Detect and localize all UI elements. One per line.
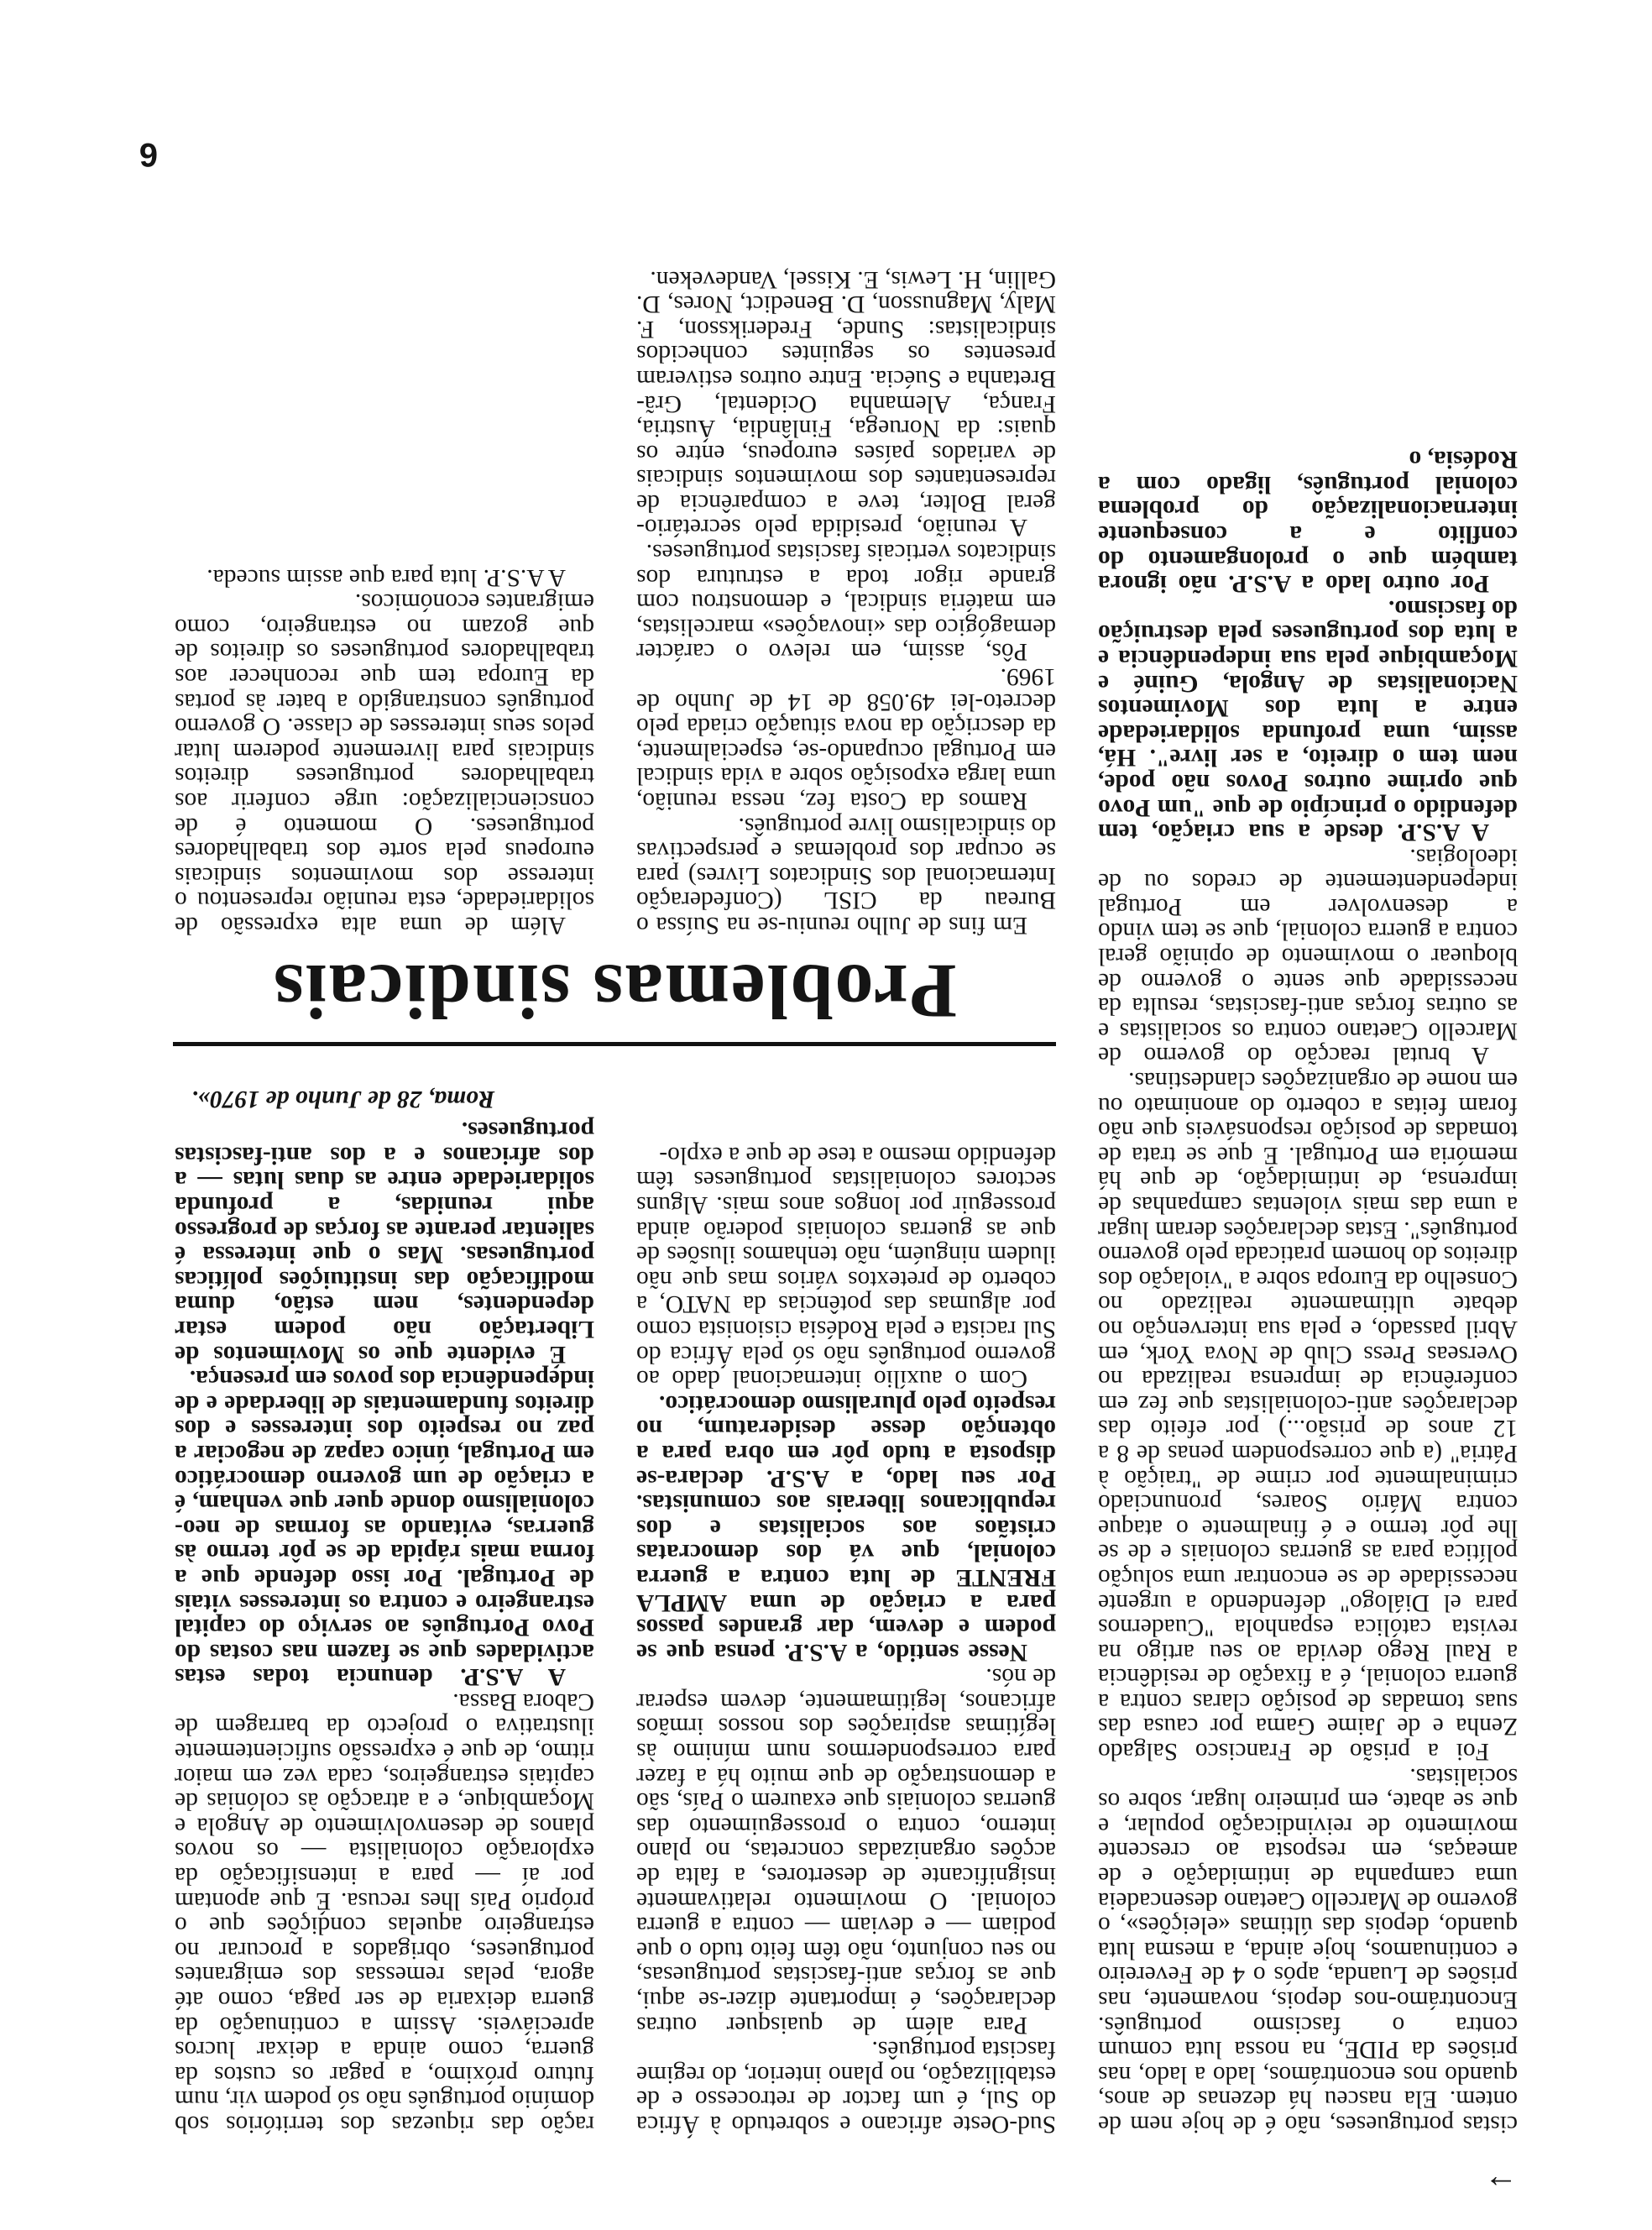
article-title: Problemas sindicais bbox=[272, 949, 957, 1034]
paragraph: Foi a prisão de Francisco Salgado Zenha e de Jaime Gama por causa das suas tomadas de posição claras contra a guerra colonial, é a fixação de residência a Raul Rego devida ao seu artigo na revista católica espanhola "Cuadernos para el Diálogo" defendendo a urgente necessidade de se encontrar uma solução política para as guerras coloniais e de se lhe pôr termo e é finalmente o ataque contra Mário Soares, pronunciado criminalmente por crime de "traição à Pátria" (a que correspondem penas de 8 a 12 anos de prisão...) por efeito das declarações anti-colonialistas que fez em conferência de imprensa realizada no Overseas Press Club de Nova York, em Abril passado, e pela sua intervenção no debate ultimamente realizado no Conselho da Europa sobre a "violação dos direitos do homem praticada pelo governo português". Estas declarações deram lugar a uma das mais violentas campanhas de imprensa, de intimidação, de que há memória em Portugal. E que se trata de tomadas de posição responsáveis que não foram feitas a coberto do anonimato ou em nome de organizações clandestinas. bbox=[1098, 1067, 1518, 1766]
article-column-right bbox=[175, 148, 594, 937]
paragraph: Por outro lado a A.S.P. não ignora também que o prolongamento do conflito e a consequente internacionalização do problema colonial português, ligado com a Rodésia, o bbox=[1098, 446, 1518, 598]
section-divider bbox=[173, 1042, 1056, 1046]
paragraph: A reunião, presidida pelo secretário-geral Bolter, teve a comparência de representantes dos movimentos sindicais de variados países europeus, entre os quais: da Noruega, Finlândia, Áustria, França, Alemanha Ocidental, Grã-Bretanha e Suécia. Entre outros estiveram presentes os seguintes conhecidos sindicalistas: Sunde, Frederiksson, F. Maly, Magnusson, D. Benedict, Nores, D. Gallin, H. Lewis, E. Kissel, Vandeveken. bbox=[636, 265, 1056, 542]
paragraph: A A.S.P. desde a sua criação, tem defendido o princípio de que "um Povo que oprime outros Povos não pode, nem tem o direito, a ser livre". Há, assim, uma profunda solidariedade entre a luta dos Movimentos Nacionalistas de Angola, Guiné e Moçambique pela sua independência e a luta dos portugueses pela destruição do fascismo. bbox=[1098, 594, 1518, 846]
paragraph: É evidente que os Movimentos de Libertação não podem estar dependentes, nem estão, duma modificação das instituições políticas portuguesas. Mas o que interessa é salientar perante as forças de progresso aqui reunidas, a profunda solidariedade entre as duas lutas — a dos africanos e a dos anti-fascistas portugueses. bbox=[175, 1117, 594, 1368]
page-number: 6 bbox=[139, 136, 158, 173]
column-2 bbox=[636, 1141, 1056, 2138]
paragraph: Em fins de Julho reuniu-se na Suíssa o Bureau da CISL (Confederação Internacional dos Sindicatos Livres) para se ocupar dos problemas e perspectivas do sindicalismo livre português. bbox=[636, 812, 1056, 939]
column-1 bbox=[1098, 154, 1518, 2136]
paragraph: A brutal reacção do governo de Marcello Caetano contra os socialistas e as outras forças anti-fascistas, resulta da necessidade que sente o governo de bloquear o movimento de opinião geral contra a guerra colonial, que se tem vindo a desenvolver em Portugal independentemente de credos ou de ideologias. bbox=[1098, 843, 1518, 1070]
paragraph: cistas portugueses, não é de hoje nem de ontem. Ela nasceu há dezenas de anos, quando nos encontrámos, lado a lado, nas prisões da PIDE, na nossa luta comum contra o fascismo português. Encontrámo-nos depois, novamente, nas prisões de Luanda, após o 4 de Fevereiro e continuamos, hoje ainda, a mesma luta quando, depois das últimas «eleições», o governo de Marcello Caetano desencadeia uma campanha de intimidação e de ameaças, em resposta ao crescente movimento de reivindicação popular, e que se abate, em primeiro lugar, sobre os socialistas. bbox=[1098, 1762, 1518, 2138]
column-3 bbox=[175, 1085, 594, 2138]
paragraph: ração das riquezas dos territórios sob domínio português não só podem vir, num futuro próximo, a pagar os custos da guerra, como ainda a deixar lucros apreciáveis. Assim a continuação da guerra deixaria de ser paga, como até agora, pelas remessas dos emigrantes portugueses, obrigados a procurar no estrangeiro aquelas condições que o próprio País lhes recusa. É que apontam por aí — para a intensificação da exploração colonialista — os novos planos de desenvolvimento de Angola e Moçambique, e a atracção às colónias de capitais estrangeiros, cada vez em maior ritmo, de que é expressão suficientemente ilustrativa o projecto da barragem de Cabora Bassa. bbox=[175, 1688, 594, 2138]
paragraph: Além de uma alta expressão de solidariedade, esta reunião representou o interesse dos movimentos sindicais europeus pela sorte dos trabalhadores portugueses. O momento é de consciencialização: urge conferir aos trabalhadores portugueses direitos sindicais para livremente poderem lutar pelos seus interesses de classe. O governo português constrangido a bater às portas da Europa tem que reconhecer aos trabalhadores portugueses os direitos de que gozam no estrangeiro, como emigrantes económicos. bbox=[175, 589, 594, 939]
paragraph: Com o auxílio internacional dado ao governo português não só pela África do Sul racista e pela Rodésia cisionista como por algumas das potências da NATO, a coberto de pretextos vários mas que não iludem ninguém, não tenhamos ilusões de que as guerras coloniais poderão ainda prosseguir por longos anos mais. Alguns sectores colonialistas portugueses têm defendido mesmo a tese de que a explo- bbox=[636, 1141, 1056, 1393]
paragraph: Sud-Oeste africano e sobretudo à África do Sul, é um factor de retrocesso e de estabilização, no plano interior, do regime fascista português. bbox=[636, 2036, 1056, 2138]
paragraph: Ramos da Costa fez, nessa reunião, uma larga exposição sobre a vida sindical em Portugal ocupando-se, especialmente, da descrição da nova situação criada pelo decreto-lei 49.058 de 14 de Junho de 1969. bbox=[636, 663, 1056, 815]
paragraph: A A.S.P. luta para que assim suceda. bbox=[206, 563, 566, 591]
paragraph: Para além de quaisquer outras declarações, é importante dizer-se aqui, que as forças anti-fascistas portuguesas, no seu conjunto, não têm feito tudo o que podiam — e deviam — contra a guerra colonial. O movimento relativamente insignificante de desertores, a falta de acções organizadas concretas, no plano interno, contra o prosseguimento das guerras coloniais que exaurem o País, são a demonstração de que muito há a fazer para correspondermos num mínimo às legítimas aspirações dos nossos irmãos africanos, legitimamente, devem esperar de nós. bbox=[636, 1663, 1056, 2039]
paragraph: Nesse sentido, a A.S.P. pensa que se podem e devem, dar grandes passos para a criação de uma AMPLA FRENTE de luta contra a guerra colonial, que vá dos democratas cristãos aos socialistas e dos republicanos liberais aos comunistas. Por seu lado, a A.S.P. declara-se disposta a tudo pôr em obra para a obtenção desse desideratum, no respeito pelo pluralismo democrático. bbox=[636, 1390, 1056, 1666]
paragraph: Pôs, assim, em relevo o carácter demagógico das «inovações» marcelistas, em matéria sindical, e demonstrou com grande rigor toda a estrutura dos sindicatos verticais fascistas portugueses. bbox=[636, 539, 1056, 666]
paragraph: A A.S.P. denuncia todas estas actividades que se fazem nas costas do Povo Português ao serviço do capital estrangeiro e contra os interesses vitais de Portugal. Por isso defende que a forma mais rápida de se pôr termo às guerras, evitando as formas de neo-colonialismo donde quer que venham, é a criação de um governo democrático em Portugal, único capaz de negociar a paz no respeito dos interesses e dos direitos fundamentais de liberdade e de independência dos povos em presença. bbox=[175, 1365, 594, 1691]
signature: Roma, 28 de Junho de 1970». bbox=[191, 1085, 495, 1112]
article-column-left bbox=[636, 156, 1056, 937]
arrow-icon: → bbox=[1484, 2168, 1518, 2206]
